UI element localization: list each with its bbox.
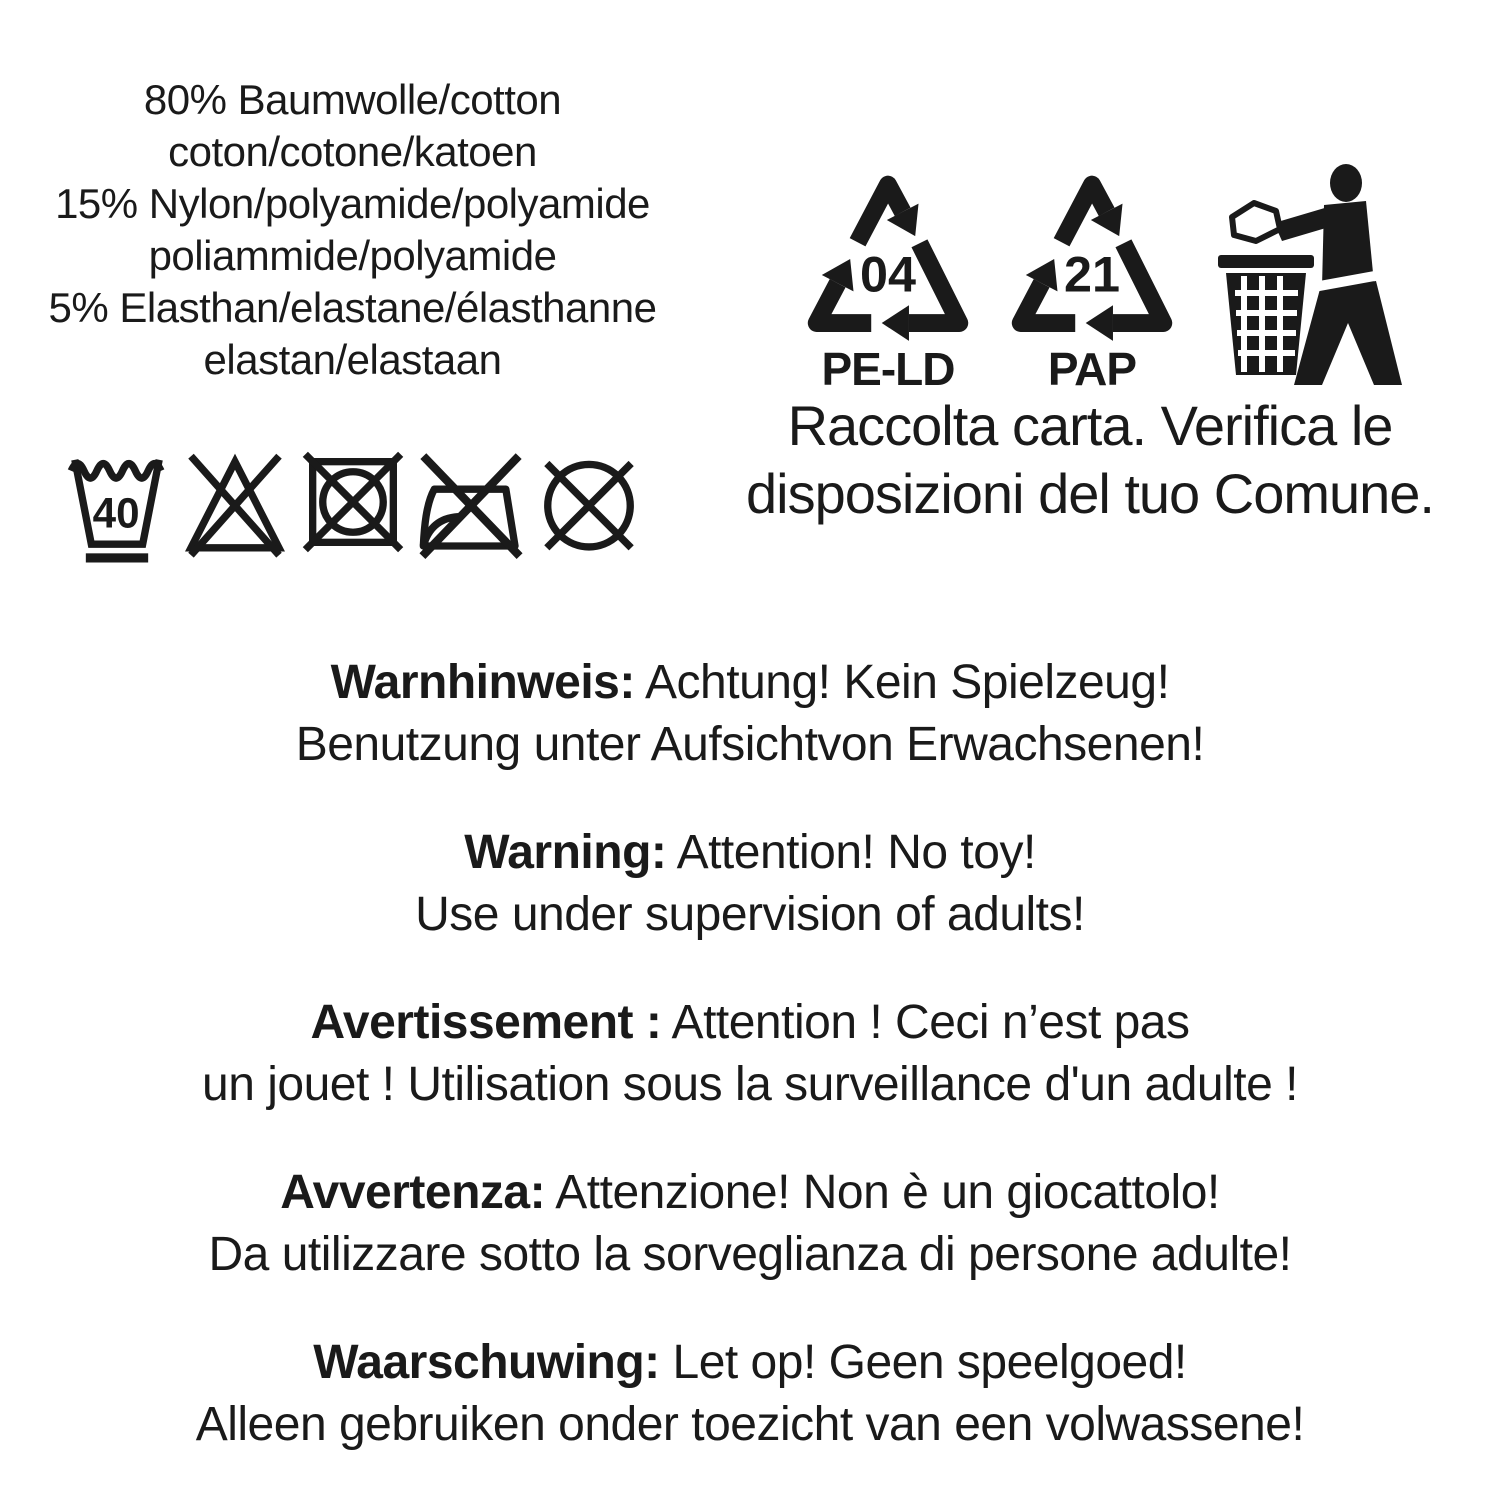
composition-line: poliammide/polyamide bbox=[148, 232, 557, 279]
recycling-code-number: 21 bbox=[1064, 245, 1120, 303]
recycling-loop-icon bbox=[804, 172, 972, 344]
recycling-row bbox=[804, 172, 1402, 396]
tidyman-icon bbox=[1212, 163, 1402, 388]
recycling-material-label: PE-LD bbox=[821, 343, 955, 395]
warning-line: Benutzung unter Aufsichtvon Erwachsenen! bbox=[295, 718, 1205, 771]
warning-rest: Attention! No toy! bbox=[666, 826, 1036, 879]
warning-line: Use under supervision of adults! bbox=[415, 888, 1085, 941]
warning-nl bbox=[0, 1332, 1500, 1456]
recycling-material-label: PAP bbox=[1047, 343, 1137, 395]
warning-line bbox=[0, 822, 1500, 884]
composition-line: elastan/elastaan bbox=[203, 336, 502, 383]
composition-line: 80% Baumwolle/cotton bbox=[143, 76, 562, 123]
warning-fr bbox=[0, 992, 1500, 1116]
warning-line bbox=[0, 1332, 1500, 1394]
recycling-code-peld bbox=[804, 172, 972, 396]
do-not-dry-clean-icon bbox=[534, 447, 644, 568]
warning-line: Da utilizzare sotto la sorveglianza di persone adulte! bbox=[208, 1228, 1292, 1281]
warning-lead: Waarschuwing: bbox=[313, 1336, 660, 1389]
warning-it bbox=[0, 1162, 1500, 1286]
warning-line: Alleen gebruiken onder toezicht van een volwassene! bbox=[195, 1398, 1305, 1451]
warning-rest: Attention ! Ceci n’est pas bbox=[661, 996, 1190, 1049]
warning-lead: Warnhinweis: bbox=[330, 656, 635, 709]
warning-de bbox=[0, 652, 1500, 776]
warning-line bbox=[0, 652, 1500, 714]
composition-line: 15% Nylon/polyamide/polyamide bbox=[55, 180, 650, 227]
paper-collection-line: disposizioni del tuo Comune. bbox=[746, 462, 1434, 525]
composition-text bbox=[20, 74, 685, 386]
composition-line: 5% Elasthan/elastane/élasthanne bbox=[48, 284, 657, 331]
warning-lead: Avvertenza: bbox=[280, 1166, 546, 1219]
warning-line: un jouet ! Utilisation sous la surveillance d'un adulte ! bbox=[202, 1058, 1298, 1111]
warning-lead: Warning: bbox=[464, 826, 667, 879]
recycling-loop-icon bbox=[1008, 172, 1176, 344]
warning-line bbox=[0, 992, 1500, 1054]
paper-collection-line: Raccolta carta. Verifica le bbox=[787, 394, 1393, 457]
recycling-code-pap bbox=[1008, 172, 1176, 396]
composition-line: coton/cotone/katoen bbox=[168, 128, 537, 175]
warning-en bbox=[0, 822, 1500, 946]
warning-rest: Let op! Geen speelgoed! bbox=[659, 1336, 1187, 1389]
warning-line bbox=[0, 1162, 1500, 1224]
warning-rest: Achtung! Kein Spielzeug! bbox=[634, 656, 1170, 709]
do-not-bleach-icon bbox=[180, 447, 290, 568]
warning-rest: Attenzione! Non è un giocattolo! bbox=[545, 1166, 1220, 1219]
do-not-iron-icon bbox=[416, 447, 526, 568]
warning-lead: Avertissement : bbox=[310, 996, 662, 1049]
do-not-tumble-dry-icon bbox=[298, 447, 408, 568]
wash-temperature: 40 bbox=[92, 489, 140, 537]
paper-collection-note bbox=[640, 392, 1500, 528]
recycling-code-number: 04 bbox=[860, 245, 916, 303]
care-symbols-row bbox=[62, 447, 644, 568]
wash-40-icon bbox=[62, 447, 172, 568]
